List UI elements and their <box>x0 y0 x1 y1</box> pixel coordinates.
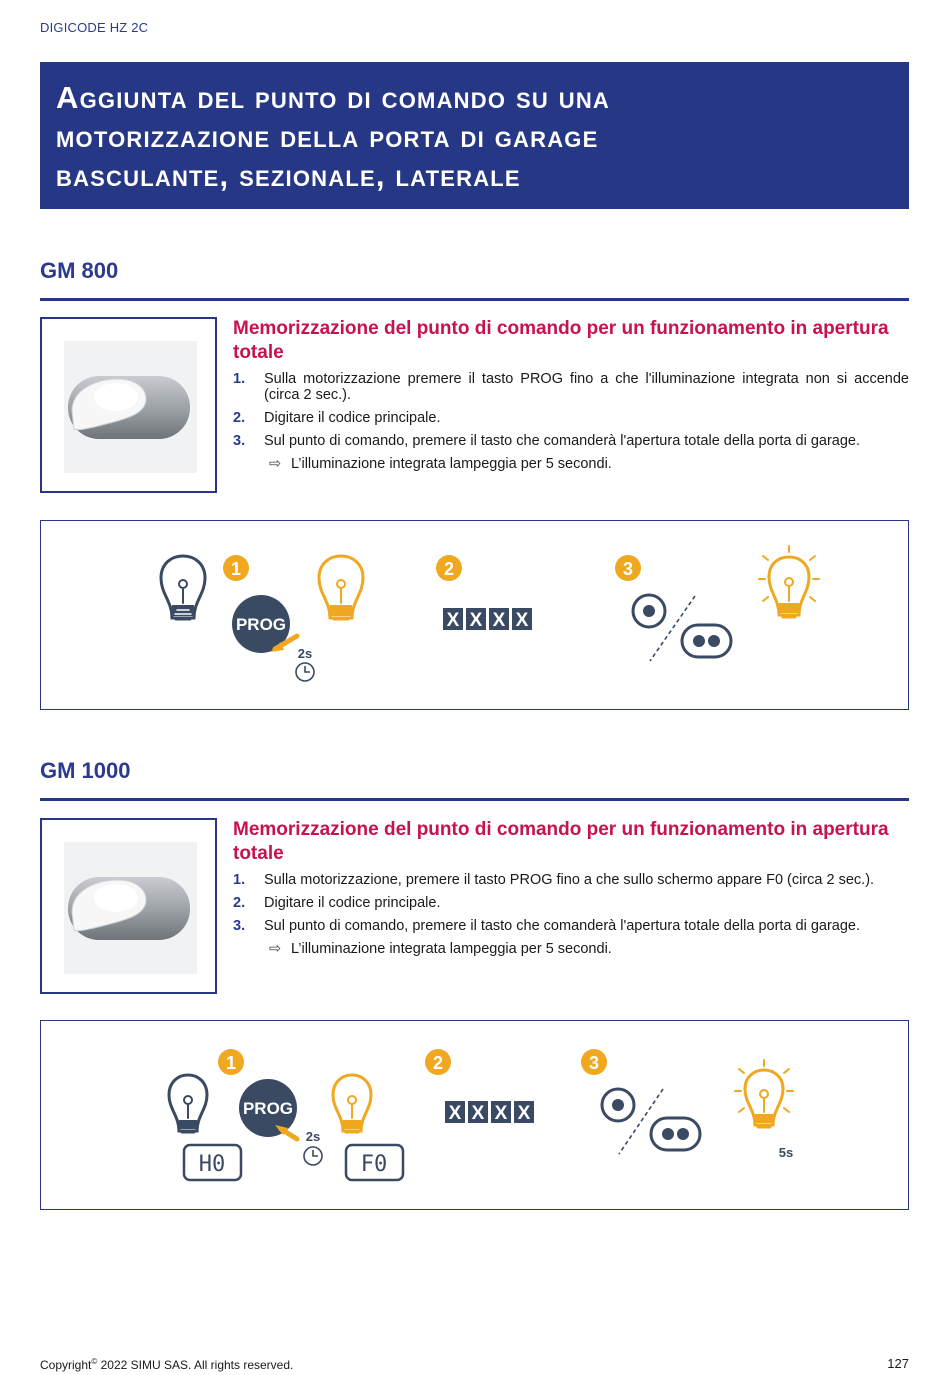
step-item <box>233 410 909 426</box>
result-text: L’illuminazione integrata lampeggia per 5 secondi. <box>291 941 612 957</box>
step-text: Digitare il codice principale. <box>264 410 441 426</box>
code-char: X <box>471 1103 485 1124</box>
step-item <box>233 433 909 449</box>
step-badge-2 <box>425 1049 451 1075</box>
step-text: Digitare il codice principale. <box>264 895 441 911</box>
step-badge-3 <box>615 555 641 581</box>
press-duration-label: 2s <box>305 1129 321 1144</box>
step-item <box>233 872 909 888</box>
code-char: X <box>492 610 506 631</box>
page-title <box>56 78 893 195</box>
code-char: X <box>469 610 483 631</box>
display-screen-after <box>346 1145 403 1180</box>
arrow-right-icon: ⇨ <box>269 456 282 472</box>
clock-icon <box>296 663 314 681</box>
section-divider <box>40 798 909 801</box>
remote-button-single-icon <box>602 1089 634 1121</box>
prog-button-icon <box>239 1079 297 1139</box>
instruction-block <box>233 317 909 472</box>
step-item <box>233 918 909 934</box>
code-char: X <box>448 1103 462 1124</box>
step-text: Sul punto di comando, premere il tasto che comanderà l'apertura totale della porta di garage. <box>264 433 861 449</box>
lightbulb-off-icon <box>161 556 205 619</box>
prog-label: PROG <box>242 1099 294 1118</box>
prog-label: PROG <box>235 615 287 634</box>
copyright-text: 2022 SIMU SAS. All rights reserved. <box>97 1358 294 1372</box>
press-duration-label: 2s <box>297 646 313 661</box>
badge-number: 2 <box>443 559 455 579</box>
step-item <box>233 371 909 403</box>
step-number: 2. <box>233 410 246 426</box>
copyright-notice <box>40 1357 293 1372</box>
display-value: H0 <box>198 1152 226 1177</box>
step-number: 3. <box>233 918 246 934</box>
arrow-right-icon: ⇨ <box>269 941 282 957</box>
title-banner <box>40 62 909 209</box>
step-badge-1 <box>218 1049 244 1075</box>
step-text: Sul punto di comando, premere il tasto che comanderà l'apertura totale della porta di garage. <box>264 918 861 934</box>
copyright-symbol: © <box>91 1357 98 1366</box>
step-number: 1. <box>233 371 246 387</box>
page-title-line-3: basculante, sezionale, laterale <box>56 158 521 193</box>
procedure-diagram <box>40 1020 909 1210</box>
blink-duration-label: 5s <box>778 1145 794 1160</box>
step-list <box>233 371 909 449</box>
badge-number: 3 <box>588 1053 600 1073</box>
page-title-line-1: Aggiunta del punto di comando su una <box>56 80 610 115</box>
product-image-frame <box>40 317 217 493</box>
code-entry-icon <box>445 1101 534 1124</box>
badge-number: 1 <box>225 1053 237 1073</box>
section-title-gm1000: GM 1000 <box>40 758 131 783</box>
badge-number: 2 <box>432 1053 444 1073</box>
clock-icon <box>304 1147 322 1165</box>
code-char: X <box>515 610 529 631</box>
badge-number: 1 <box>230 559 242 579</box>
keypad-product-image <box>42 820 219 996</box>
step-text: Sulla motorizzazione premere il tasto PROG fino a che l'illuminazione integrata non si accende (circa 2 sec.). <box>264 371 909 403</box>
keypad-product-image <box>42 319 219 495</box>
document-header: DIGICODE HZ 2C <box>40 20 149 35</box>
code-entry-icon <box>443 608 532 631</box>
lightbulb-off-icon <box>169 1075 207 1132</box>
procedure-diagram <box>40 520 909 710</box>
display-screen-before <box>184 1145 241 1180</box>
result-note <box>233 456 909 472</box>
step-number: 1. <box>233 872 246 888</box>
instruction-subtitle: Memorizzazione del punto di comando per un funzionamento in apertura totale <box>233 819 889 864</box>
step-list <box>233 872 909 934</box>
prog-button-icon <box>232 595 297 653</box>
result-note <box>233 941 909 957</box>
page-number: 127 <box>887 1356 909 1371</box>
step-text: Sulla motorizzazione, premere il tasto PROG fino a che sullo schermo appare F0 (circa 2 sec.). <box>264 872 875 888</box>
section-title-gm800: GM 800 <box>40 258 119 283</box>
copyright-prefix: Copyright <box>40 1358 92 1372</box>
page-title-line-2: motorizzazione della porta di garage <box>56 119 599 154</box>
step-number: 2. <box>233 895 246 911</box>
lightbulb-on-icon <box>333 1075 371 1132</box>
product-image-frame <box>40 818 217 994</box>
step-item <box>233 895 909 911</box>
lightbulb-on-icon <box>319 556 363 619</box>
code-char: X <box>517 1103 531 1124</box>
lightbulb-blinking-icon <box>735 1060 793 1127</box>
step-badge-2 <box>436 555 462 581</box>
code-char: X <box>494 1103 508 1124</box>
step-badge-3 <box>581 1049 607 1075</box>
remote-button-double-icon <box>651 1118 700 1150</box>
badge-number: 3 <box>622 559 634 579</box>
section-divider <box>40 298 909 301</box>
step-badge-1 <box>223 555 249 581</box>
remote-button-double-icon <box>682 625 731 657</box>
remote-button-single-icon <box>633 595 665 627</box>
result-text: L’illuminazione integrata lampeggia per 5 secondi. <box>291 456 612 472</box>
code-char: X <box>446 610 460 631</box>
lightbulb-blinking-icon <box>759 546 819 617</box>
step-number: 3. <box>233 433 246 449</box>
display-value: F0 <box>360 1152 388 1177</box>
instruction-block <box>233 818 909 957</box>
instruction-subtitle: Memorizzazione del punto di comando per un funzionamento in apertura totale <box>233 318 889 363</box>
